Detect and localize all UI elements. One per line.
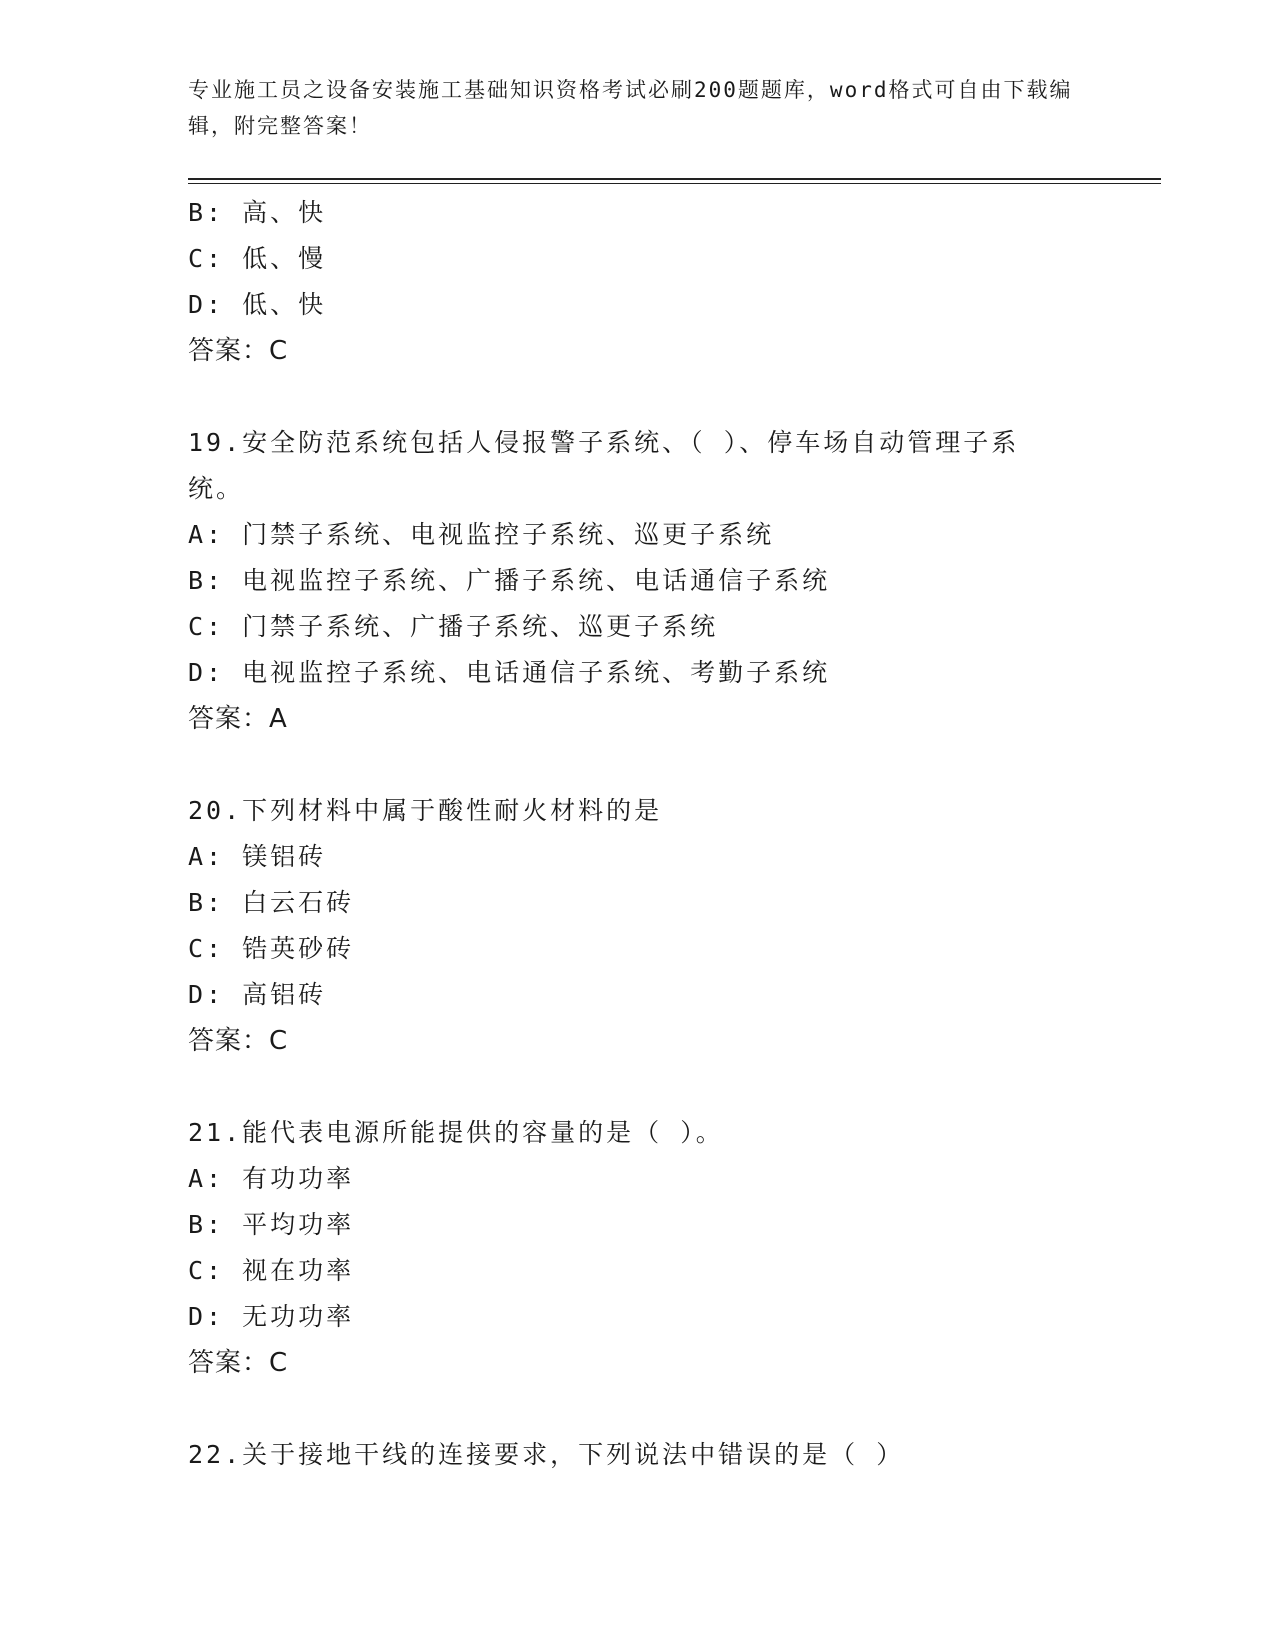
option-c: C: 视在功率 xyxy=(188,1256,355,1285)
option-d: D: 低、快 xyxy=(188,290,327,319)
option-b: B: 电视监控子系统、广播子系统、电话通信子系统 xyxy=(188,566,831,595)
option-c: C: 低、慢 xyxy=(188,244,327,273)
question-stem: 22.关于接地干线的连接要求，下列说法中错误的是（ ） xyxy=(188,1440,905,1469)
document-header: 专业施工员之设备安装施工基础知识资格考试必刷200题题库，word格式可自由下载编辑，附完整答案！ xyxy=(188,78,1073,138)
header-divider-thin xyxy=(188,183,1161,184)
question-22 xyxy=(188,1432,1088,1478)
question-stem: 21.能代表电源所能提供的容量的是（ ）。 xyxy=(188,1118,724,1147)
question-18-continued xyxy=(188,190,1088,374)
option-b: B: 高、快 xyxy=(188,198,327,227)
option-d: D: 电视监控子系统、电话通信子系统、考勤子系统 xyxy=(188,658,831,687)
option-a: A: 镁铝砖 xyxy=(188,842,327,871)
option-d: D: 高铝砖 xyxy=(188,980,327,1009)
option-b: B: 平均功率 xyxy=(188,1210,355,1239)
option-d: D: 无功功率 xyxy=(188,1302,355,1331)
answer-line: 答案：C xyxy=(188,1026,289,1056)
question-21 xyxy=(188,1110,1088,1386)
answer-line: 答案：C xyxy=(188,1348,289,1378)
option-b: B: 白云石砖 xyxy=(188,888,355,917)
header-divider-thick xyxy=(188,178,1161,180)
question-20 xyxy=(188,788,1088,1064)
answer-line: 答案：C xyxy=(188,336,289,366)
option-a: A: 门禁子系统、电视监控子系统、巡更子系统 xyxy=(188,520,775,549)
question-stem: 19.安全防范系统包括人侵报警子系统、（ ）、停车场自动管理子系统。 xyxy=(188,428,1020,503)
option-a: A: 有功功率 xyxy=(188,1164,355,1193)
option-c: C: 锆英砂砖 xyxy=(188,934,355,963)
question-content xyxy=(188,190,1088,1478)
question-stem: 20.下列材料中属于酸性耐火材料的是 xyxy=(188,796,663,825)
answer-line: 答案：A xyxy=(188,704,288,734)
option-c: C: 门禁子系统、广播子系统、巡更子系统 xyxy=(188,612,719,641)
question-19 xyxy=(188,420,1088,742)
